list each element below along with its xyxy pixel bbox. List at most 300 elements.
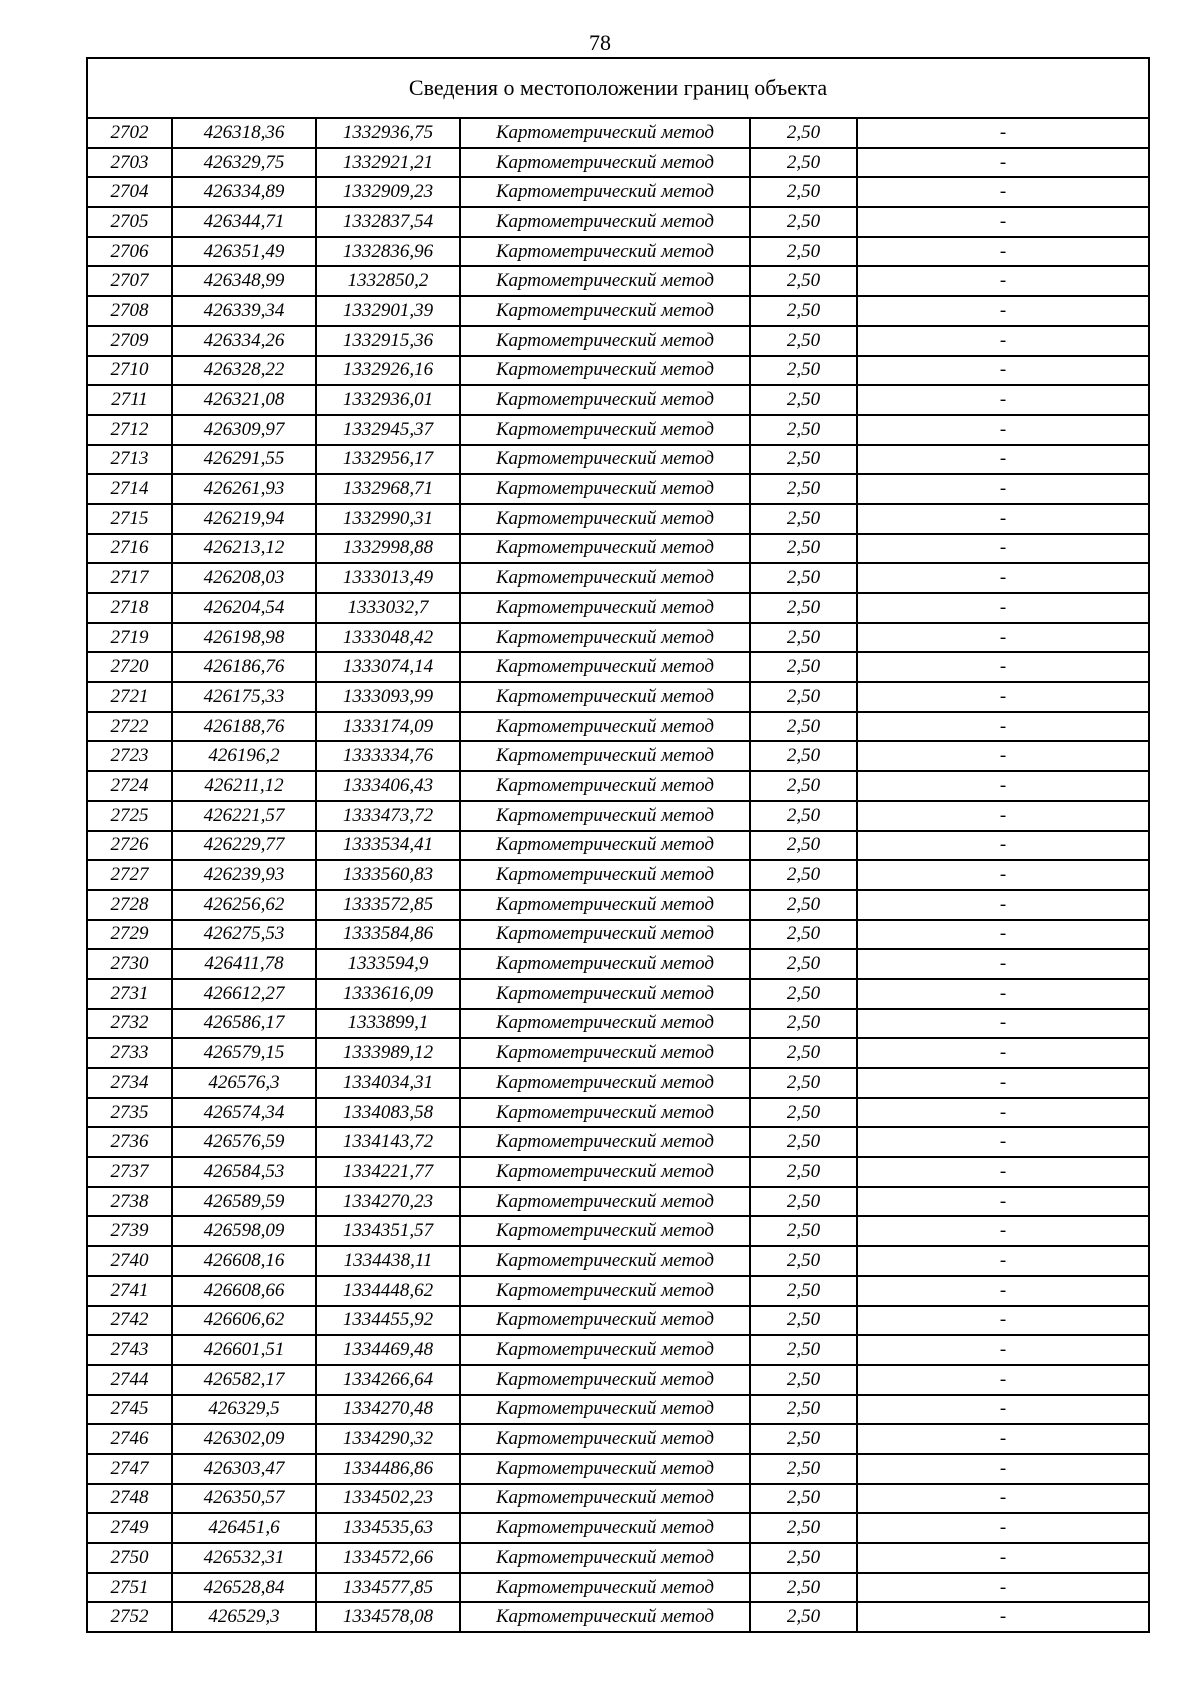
description-cell: - (857, 415, 1149, 445)
y-coordinate-cell: 1334448,62 (316, 1276, 460, 1306)
point-number-cell: 2717 (87, 563, 172, 593)
description-cell: - (857, 623, 1149, 653)
method-cell: Картометрический метод (460, 1127, 750, 1157)
y-coordinate-cell: 1333989,12 (316, 1038, 460, 1068)
point-number-cell: 2742 (87, 1306, 172, 1336)
accuracy-cell: 2,50 (750, 920, 857, 950)
y-coordinate-cell: 1334577,85 (316, 1573, 460, 1603)
y-coordinate-cell: 1332968,71 (316, 474, 460, 504)
accuracy-cell: 2,50 (750, 385, 857, 415)
table-row (87, 563, 1149, 593)
description-cell: - (857, 474, 1149, 504)
y-coordinate-cell: 1334351,57 (316, 1216, 460, 1246)
y-coordinate-cell: 1334502,23 (316, 1484, 460, 1514)
description-cell: - (857, 1187, 1149, 1217)
table-row (87, 771, 1149, 801)
point-number-cell: 2726 (87, 831, 172, 861)
description-cell: - (857, 652, 1149, 682)
y-coordinate-cell: 1334034,31 (316, 1068, 460, 1098)
accuracy-cell: 2,50 (750, 1365, 857, 1395)
accuracy-cell: 2,50 (750, 652, 857, 682)
method-cell: Картометрический метод (460, 1484, 750, 1514)
description-cell: - (857, 1306, 1149, 1336)
x-coordinate-cell: 426532,31 (172, 1543, 316, 1573)
y-coordinate-cell: 1332936,01 (316, 385, 460, 415)
accuracy-cell: 2,50 (750, 979, 857, 1009)
y-coordinate-cell: 1334083,58 (316, 1098, 460, 1128)
table-row (87, 1127, 1149, 1157)
point-number-cell: 2729 (87, 920, 172, 950)
description-cell: - (857, 148, 1149, 178)
x-coordinate-cell: 426204,54 (172, 593, 316, 623)
method-cell: Картометрический метод (460, 831, 750, 861)
table-row (87, 1157, 1149, 1187)
x-coordinate-cell: 426608,66 (172, 1276, 316, 1306)
point-number-cell: 2706 (87, 237, 172, 267)
x-coordinate-cell: 426334,89 (172, 177, 316, 207)
table-row (87, 237, 1149, 267)
x-coordinate-cell: 426186,76 (172, 652, 316, 682)
method-cell: Картометрический метод (460, 326, 750, 356)
table-row (87, 1098, 1149, 1128)
table-row (87, 1365, 1149, 1395)
x-coordinate-cell: 426576,59 (172, 1127, 316, 1157)
method-cell: Картометрический метод (460, 652, 750, 682)
accuracy-cell: 2,50 (750, 148, 857, 178)
accuracy-cell: 2,50 (750, 563, 857, 593)
accuracy-cell: 2,50 (750, 1513, 857, 1543)
method-cell: Картометрический метод (460, 1454, 750, 1484)
method-cell: Картометрический метод (460, 1543, 750, 1573)
y-coordinate-cell: 1333473,72 (316, 801, 460, 831)
point-number-cell: 2720 (87, 652, 172, 682)
accuracy-cell: 2,50 (750, 296, 857, 326)
table-row (87, 712, 1149, 742)
y-coordinate-cell: 1333093,99 (316, 682, 460, 712)
method-cell: Картометрический метод (460, 445, 750, 475)
point-number-cell: 2730 (87, 949, 172, 979)
table-row (87, 504, 1149, 534)
table-row (87, 831, 1149, 861)
description-cell: - (857, 593, 1149, 623)
x-coordinate-cell: 426348,99 (172, 266, 316, 296)
x-coordinate-cell: 426608,16 (172, 1246, 316, 1276)
table-row (87, 534, 1149, 564)
point-number-cell: 2714 (87, 474, 172, 504)
x-coordinate-cell: 426528,84 (172, 1573, 316, 1603)
table-row (87, 741, 1149, 771)
description-cell: - (857, 445, 1149, 475)
description-cell: - (857, 1513, 1149, 1543)
point-number-cell: 2712 (87, 415, 172, 445)
x-coordinate-cell: 426411,78 (172, 949, 316, 979)
method-cell: Картометрический метод (460, 682, 750, 712)
x-coordinate-cell: 426198,98 (172, 623, 316, 653)
x-coordinate-cell: 426328,22 (172, 356, 316, 386)
accuracy-cell: 2,50 (750, 1216, 857, 1246)
table-row (87, 1484, 1149, 1514)
accuracy-cell: 2,50 (750, 831, 857, 861)
method-cell: Картометрический метод (460, 177, 750, 207)
table-row (87, 1454, 1149, 1484)
point-number-cell: 2741 (87, 1276, 172, 1306)
description-cell: - (857, 1335, 1149, 1365)
method-cell: Картометрический метод (460, 1098, 750, 1128)
method-cell: Картометрический метод (460, 385, 750, 415)
y-coordinate-cell: 1333572,85 (316, 890, 460, 920)
point-number-cell: 2710 (87, 356, 172, 386)
point-number-cell: 2747 (87, 1454, 172, 1484)
accuracy-cell: 2,50 (750, 1276, 857, 1306)
description-cell: - (857, 237, 1149, 267)
x-coordinate-cell: 426584,53 (172, 1157, 316, 1187)
method-cell: Картометрический метод (460, 207, 750, 237)
accuracy-cell: 2,50 (750, 1068, 857, 1098)
table-body (87, 58, 1149, 1632)
table-row (87, 118, 1149, 148)
point-number-cell: 2719 (87, 623, 172, 653)
method-cell: Картометрический метод (460, 1157, 750, 1187)
description-cell: - (857, 1424, 1149, 1454)
accuracy-cell: 2,50 (750, 504, 857, 534)
accuracy-cell: 2,50 (750, 1157, 857, 1187)
x-coordinate-cell: 426211,12 (172, 771, 316, 801)
method-cell: Картометрический метод (460, 266, 750, 296)
y-coordinate-cell: 1334290,32 (316, 1424, 460, 1454)
table-row (87, 1246, 1149, 1276)
method-cell: Картометрический метод (460, 563, 750, 593)
accuracy-cell: 2,50 (750, 1127, 857, 1157)
accuracy-cell: 2,50 (750, 177, 857, 207)
table-row (87, 979, 1149, 1009)
y-coordinate-cell: 1332921,21 (316, 148, 460, 178)
method-cell: Картометрический метод (460, 504, 750, 534)
x-coordinate-cell: 426303,47 (172, 1454, 316, 1484)
x-coordinate-cell: 426321,08 (172, 385, 316, 415)
method-cell: Картометрический метод (460, 1365, 750, 1395)
description-cell: - (857, 1038, 1149, 1068)
description-cell: - (857, 920, 1149, 950)
point-number-cell: 2749 (87, 1513, 172, 1543)
point-number-cell: 2746 (87, 1424, 172, 1454)
table-row (87, 207, 1149, 237)
table-row (87, 920, 1149, 950)
point-number-cell: 2713 (87, 445, 172, 475)
x-coordinate-cell: 426275,53 (172, 920, 316, 950)
method-cell: Картометрический метод (460, 1306, 750, 1336)
y-coordinate-cell: 1332915,36 (316, 326, 460, 356)
x-coordinate-cell: 426586,17 (172, 1009, 316, 1039)
method-cell: Картометрический метод (460, 118, 750, 148)
point-number-cell: 2732 (87, 1009, 172, 1039)
method-cell: Картометрический метод (460, 1573, 750, 1603)
method-cell: Картометрический метод (460, 712, 750, 742)
table-title: Сведения о местоположении границ объекта (87, 58, 1149, 118)
accuracy-cell: 2,50 (750, 1573, 857, 1603)
y-coordinate-cell: 1333174,09 (316, 712, 460, 742)
accuracy-cell: 2,50 (750, 1602, 857, 1632)
y-coordinate-cell: 1334438,11 (316, 1246, 460, 1276)
description-cell: - (857, 1543, 1149, 1573)
x-coordinate-cell: 426612,27 (172, 979, 316, 1009)
table-row (87, 474, 1149, 504)
y-coordinate-cell: 1332850,2 (316, 266, 460, 296)
accuracy-cell: 2,50 (750, 237, 857, 267)
accuracy-cell: 2,50 (750, 1543, 857, 1573)
table-row (87, 296, 1149, 326)
accuracy-cell: 2,50 (750, 474, 857, 504)
method-cell: Картометрический метод (460, 148, 750, 178)
table-row (87, 1276, 1149, 1306)
x-coordinate-cell: 426344,71 (172, 207, 316, 237)
y-coordinate-cell: 1334455,92 (316, 1306, 460, 1336)
method-cell: Картометрический метод (460, 890, 750, 920)
method-cell: Картометрический метод (460, 801, 750, 831)
point-number-cell: 2745 (87, 1395, 172, 1425)
y-coordinate-cell: 1334486,86 (316, 1454, 460, 1484)
point-number-cell: 2728 (87, 890, 172, 920)
point-number-cell: 2736 (87, 1127, 172, 1157)
point-number-cell: 2718 (87, 593, 172, 623)
method-cell: Картометрический метод (460, 534, 750, 564)
point-number-cell: 2743 (87, 1335, 172, 1365)
table-row (87, 801, 1149, 831)
table-row (87, 890, 1149, 920)
description-cell: - (857, 682, 1149, 712)
y-coordinate-cell: 1333013,49 (316, 563, 460, 593)
x-coordinate-cell: 426208,03 (172, 563, 316, 593)
table-row (87, 623, 1149, 653)
x-coordinate-cell: 426334,26 (172, 326, 316, 356)
x-coordinate-cell: 426339,34 (172, 296, 316, 326)
description-cell: - (857, 1157, 1149, 1187)
point-number-cell: 2711 (87, 385, 172, 415)
table-row (87, 445, 1149, 475)
method-cell: Картометрический метод (460, 356, 750, 386)
method-cell: Картометрический метод (460, 1246, 750, 1276)
point-number-cell: 2744 (87, 1365, 172, 1395)
method-cell: Картометрический метод (460, 1276, 750, 1306)
y-coordinate-cell: 1332936,75 (316, 118, 460, 148)
point-number-cell: 2733 (87, 1038, 172, 1068)
x-coordinate-cell: 426302,09 (172, 1424, 316, 1454)
point-number-cell: 2735 (87, 1098, 172, 1128)
table-row (87, 682, 1149, 712)
x-coordinate-cell: 426309,97 (172, 415, 316, 445)
description-cell: - (857, 771, 1149, 801)
x-coordinate-cell: 426213,12 (172, 534, 316, 564)
table-row (87, 593, 1149, 623)
method-cell: Картометрический метод (460, 296, 750, 326)
table-row (87, 385, 1149, 415)
accuracy-cell: 2,50 (750, 860, 857, 890)
table-row (87, 1187, 1149, 1217)
table-row (87, 177, 1149, 207)
x-coordinate-cell: 426219,94 (172, 504, 316, 534)
y-coordinate-cell: 1334270,23 (316, 1187, 460, 1217)
table-row (87, 1573, 1149, 1603)
description-cell: - (857, 860, 1149, 890)
accuracy-cell: 2,50 (750, 1454, 857, 1484)
method-cell: Картометрический метод (460, 1068, 750, 1098)
description-cell: - (857, 207, 1149, 237)
accuracy-cell: 2,50 (750, 415, 857, 445)
y-coordinate-cell: 1334221,77 (316, 1157, 460, 1187)
description-cell: - (857, 504, 1149, 534)
x-coordinate-cell: 426574,34 (172, 1098, 316, 1128)
method-cell: Картометрический метод (460, 1395, 750, 1425)
accuracy-cell: 2,50 (750, 1187, 857, 1217)
description-cell: - (857, 118, 1149, 148)
table-row (87, 652, 1149, 682)
accuracy-cell: 2,50 (750, 593, 857, 623)
point-number-cell: 2716 (87, 534, 172, 564)
description-cell: - (857, 326, 1149, 356)
x-coordinate-cell: 426188,76 (172, 712, 316, 742)
y-coordinate-cell: 1334266,64 (316, 1365, 460, 1395)
y-coordinate-cell: 1333594,9 (316, 949, 460, 979)
point-number-cell: 2725 (87, 801, 172, 831)
description-cell: - (857, 266, 1149, 296)
description-cell: - (857, 1009, 1149, 1039)
point-number-cell: 2702 (87, 118, 172, 148)
y-coordinate-cell: 1334143,72 (316, 1127, 460, 1157)
x-coordinate-cell: 426451,6 (172, 1513, 316, 1543)
y-coordinate-cell: 1334572,66 (316, 1543, 460, 1573)
point-number-cell: 2704 (87, 177, 172, 207)
point-number-cell: 2721 (87, 682, 172, 712)
y-coordinate-cell: 1332998,88 (316, 534, 460, 564)
description-cell: - (857, 356, 1149, 386)
description-cell: - (857, 534, 1149, 564)
method-cell: Картометрический метод (460, 741, 750, 771)
y-coordinate-cell: 1334469,48 (316, 1335, 460, 1365)
x-coordinate-cell: 426256,62 (172, 890, 316, 920)
table-row (87, 1216, 1149, 1246)
method-cell: Картометрический метод (460, 237, 750, 267)
method-cell: Картометрический метод (460, 1009, 750, 1039)
x-coordinate-cell: 426196,2 (172, 741, 316, 771)
method-cell: Картометрический метод (460, 1187, 750, 1217)
table-row (87, 1602, 1149, 1632)
description-cell: - (857, 385, 1149, 415)
x-coordinate-cell: 426598,09 (172, 1216, 316, 1246)
accuracy-cell: 2,50 (750, 326, 857, 356)
accuracy-cell: 2,50 (750, 445, 857, 475)
accuracy-cell: 2,50 (750, 356, 857, 386)
description-cell: - (857, 177, 1149, 207)
description-cell: - (857, 1573, 1149, 1603)
x-coordinate-cell: 426351,49 (172, 237, 316, 267)
y-coordinate-cell: 1332956,17 (316, 445, 460, 475)
description-cell: - (857, 563, 1149, 593)
x-coordinate-cell: 426318,36 (172, 118, 316, 148)
x-coordinate-cell: 426329,75 (172, 148, 316, 178)
table-row (87, 1306, 1149, 1336)
method-cell: Картометрический метод (460, 593, 750, 623)
description-cell: - (857, 890, 1149, 920)
y-coordinate-cell: 1334535,63 (316, 1513, 460, 1543)
table-row (87, 415, 1149, 445)
point-number-cell: 2703 (87, 148, 172, 178)
method-cell: Картометрический метод (460, 1513, 750, 1543)
table-row (87, 326, 1149, 356)
x-coordinate-cell: 426229,77 (172, 831, 316, 861)
y-coordinate-cell: 1333584,86 (316, 920, 460, 950)
description-cell: - (857, 1454, 1149, 1484)
y-coordinate-cell: 1333560,83 (316, 860, 460, 890)
description-cell: - (857, 712, 1149, 742)
x-coordinate-cell: 426579,15 (172, 1038, 316, 1068)
method-cell: Картометрический метод (460, 920, 750, 950)
description-cell: - (857, 1276, 1149, 1306)
accuracy-cell: 2,50 (750, 1484, 857, 1514)
x-coordinate-cell: 426329,5 (172, 1395, 316, 1425)
point-number-cell: 2731 (87, 979, 172, 1009)
y-coordinate-cell: 1333899,1 (316, 1009, 460, 1039)
description-cell: - (857, 1602, 1149, 1632)
y-coordinate-cell: 1332945,37 (316, 415, 460, 445)
method-cell: Картометрический метод (460, 979, 750, 1009)
point-number-cell: 2750 (87, 1543, 172, 1573)
accuracy-cell: 2,50 (750, 1306, 857, 1336)
y-coordinate-cell: 1332909,23 (316, 177, 460, 207)
method-cell: Картометрический метод (460, 1216, 750, 1246)
point-number-cell: 2751 (87, 1573, 172, 1603)
method-cell: Картометрический метод (460, 949, 750, 979)
description-cell: - (857, 1216, 1149, 1246)
point-number-cell: 2705 (87, 207, 172, 237)
y-coordinate-cell: 1332901,39 (316, 296, 460, 326)
description-cell: - (857, 1127, 1149, 1157)
method-cell: Картометрический метод (460, 1602, 750, 1632)
x-coordinate-cell: 426350,57 (172, 1484, 316, 1514)
table-row (87, 1335, 1149, 1365)
description-cell: - (857, 1395, 1149, 1425)
method-cell: Картометрический метод (460, 771, 750, 801)
point-number-cell: 2740 (87, 1246, 172, 1276)
x-coordinate-cell: 426601,51 (172, 1335, 316, 1365)
description-cell: - (857, 831, 1149, 861)
table-title-row (87, 58, 1149, 118)
accuracy-cell: 2,50 (750, 741, 857, 771)
x-coordinate-cell: 426221,57 (172, 801, 316, 831)
table-row (87, 1395, 1149, 1425)
table-row (87, 1009, 1149, 1039)
table-row (87, 949, 1149, 979)
table-row (87, 1543, 1149, 1573)
table-row (87, 148, 1149, 178)
x-coordinate-cell: 426175,33 (172, 682, 316, 712)
accuracy-cell: 2,50 (750, 1395, 857, 1425)
description-cell: - (857, 1246, 1149, 1276)
y-coordinate-cell: 1334270,48 (316, 1395, 460, 1425)
x-coordinate-cell: 426589,59 (172, 1187, 316, 1217)
point-number-cell: 2715 (87, 504, 172, 534)
y-coordinate-cell: 1333334,76 (316, 741, 460, 771)
table-row (87, 1513, 1149, 1543)
accuracy-cell: 2,50 (750, 1038, 857, 1068)
accuracy-cell: 2,50 (750, 534, 857, 564)
y-coordinate-cell: 1332926,16 (316, 356, 460, 386)
point-number-cell: 2727 (87, 860, 172, 890)
accuracy-cell: 2,50 (750, 890, 857, 920)
y-coordinate-cell: 1333074,14 (316, 652, 460, 682)
accuracy-cell: 2,50 (750, 949, 857, 979)
y-coordinate-cell: 1333032,7 (316, 593, 460, 623)
y-coordinate-cell: 1333616,09 (316, 979, 460, 1009)
description-cell: - (857, 949, 1149, 979)
